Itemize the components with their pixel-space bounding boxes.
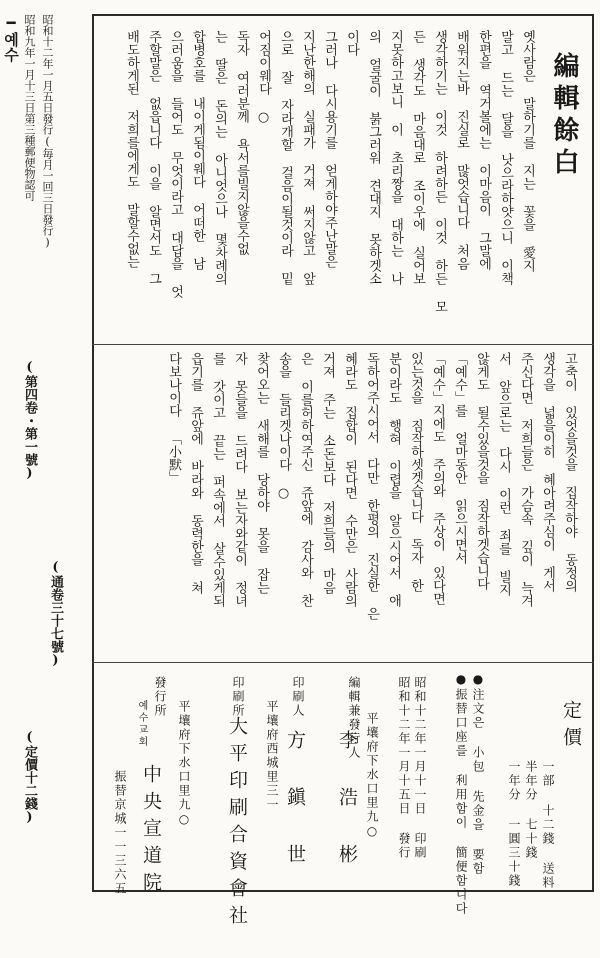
issue-date: 昭和十二年一月十五日 發行	[397, 676, 411, 860]
price-row: 半年分 七十錢	[524, 760, 538, 860]
printshop-name: 大平印刷合資會社	[226, 716, 248, 932]
editor-address: 平壤府下水口里九○	[365, 712, 379, 840]
editorial-line: 합병호를 내이게됨이웨다 어떠한 남	[190, 30, 205, 270]
editorial-line: 다보나이다 「小默」	[166, 352, 181, 484]
section-divider	[92, 662, 594, 663]
editor-name: 李 浩 彬	[336, 730, 358, 871]
journal-name: ━예수	[2, 14, 20, 62]
editorial-line: 있는것을 짐작하셋겟습니다 독자 한	[408, 352, 423, 592]
serial-number: (通卷三十七號)	[48, 560, 63, 668]
price-label: 定價	[560, 700, 582, 754]
editorial-line: 지못하고보니 이 초리짱을 대하는 나	[388, 30, 403, 285]
editorial-line: 않게도 될수있을것을 짐작하겟습니다	[474, 352, 489, 590]
editorial-line: 이다	[344, 30, 359, 56]
editorial-line: 분이라도 행혀 이렵을 알으시어서 애	[386, 352, 401, 607]
printer-address: 平壤府西城里三一	[265, 700, 279, 812]
editorial-line: 지난한해의 실패가 거져 써지않고 앞	[300, 30, 315, 285]
editorial-line: 그러나 다시용기를 얻게하야주난말은	[322, 30, 337, 268]
editorial-line: 배도하게된 저희를에게도 말할수없는	[124, 30, 139, 268]
editorial-line: 찾어오는 새해를 당하야 못을 잡는	[254, 352, 269, 594]
editorial-line: 주할말은 없읍니다 이을 알면서도 그	[146, 30, 161, 285]
editorial-line: 서 앞으로는 다시 이런 죄를 빌지	[496, 352, 511, 596]
editorial-line: 의 얼굴이 붉그러워 견대지 못하겟소	[366, 30, 381, 285]
editorial-line: 은 이를허하여주신 쥬앞에 감사와 찬	[298, 352, 313, 607]
editorial-line: 으로 잘 자라개할 걸음이될것이라 밑	[278, 30, 293, 285]
issue-date-notice: 昭和十二年一月五日發行(毎月一回三日發行)	[41, 14, 54, 249]
registration-notice: 昭和九年一月十三日第三種郵便物認可	[23, 14, 36, 201]
editorial-line: 거져 주는 소돈보다 저희들의 마음	[320, 352, 335, 594]
editorial-title: 編輯餘白	[549, 52, 579, 180]
publisher-address: 平壤府下水口里九○	[177, 700, 191, 828]
editorial-line: 고축이 있엇을것을 집작하야 동정의	[562, 352, 577, 592]
editorial-line: 어짐이웨다 ○	[256, 30, 271, 125]
section-divider	[92, 344, 594, 345]
editorial-line: 혜라도 집합이 된다면 수만은 사람의	[342, 352, 357, 607]
printer-name: 方 鎭 世	[284, 730, 306, 871]
editorial-line: 으러움을 들어도 무엇이라고 대답을 엇	[168, 30, 183, 298]
publisher-label: 發行所	[153, 676, 167, 718]
editorial-line: 「예수」를 얼마동안 읽으시면서	[452, 352, 467, 564]
editorial-line: 「예수」지에도 주의와 주상이 있다면	[430, 352, 445, 605]
editorial-line: 독하어주시어서 다만 한평의 진실한 은	[364, 352, 379, 620]
price-notice: (定價十二錢)	[22, 730, 37, 825]
editorial-line: 송을 들리겟나이다 ○	[276, 352, 291, 501]
editorial-line: 배워지는바 진실로 많엇습니다 처음	[454, 30, 469, 270]
editorial-line: 생각을 넓을이히 혜아려주심이 게서	[540, 352, 555, 592]
editorial-line: 는 딸은 돈의는 아니엇으나 몇차례의	[212, 30, 227, 285]
editorial-line: 한편을 역거볼에는 이마음이 그말에	[476, 30, 491, 270]
volume-number: (第四卷･第一號)	[22, 360, 37, 481]
printshop-label: 印刷所	[231, 676, 245, 718]
printer-label: 印刷人	[291, 676, 305, 718]
editorial-line: 옛사람은 말하기를 지는 꽃을 愛지	[520, 30, 535, 272]
account-note: ●振替口座를 利用함이 簡便함니다	[454, 672, 468, 916]
editorial-line: 독자 여러분께 욕서를빌지않을수없	[234, 30, 249, 255]
price-row: 一年分 一圓三十錢	[507, 760, 521, 888]
editorial-line: 자 못들을 드려다 보는자와같이 정녀	[232, 352, 247, 607]
editorial-line: 읍기를 쥬앞에 바라와 동력한을 쳐	[188, 352, 203, 594]
editorial-line: 든 생각도 마음대로 조이우에 실어보	[410, 30, 425, 285]
price-row: 一部 十二錢	[541, 760, 555, 846]
editor-label: 編輯兼發行人	[347, 676, 361, 760]
order-note: ●注文은 小包 先金을 要함	[471, 672, 485, 876]
print-date: 昭和十二年一月十一日 印刷	[413, 676, 427, 860]
editorial-line: 말고 드는 달을 낫으라하얏으니 이책	[498, 30, 513, 285]
editorial-line: 를 갓이고 끝는 퍼속에서 살수있게되	[210, 352, 225, 607]
page-margin	[0, 0, 92, 958]
editorial-line: 주신다면 저희들은 가슴속 깊이 늑겨	[518, 352, 533, 607]
account-number: 振替京城一一三六五	[113, 770, 127, 896]
publisher-name: 中央宣道院	[140, 764, 162, 899]
price-suffix: 送料	[541, 862, 555, 890]
editorial-line: 생각하기는 이것 하려하든 이것 하든 모	[432, 30, 447, 313]
publisher-sub: 예수교회	[136, 700, 147, 748]
